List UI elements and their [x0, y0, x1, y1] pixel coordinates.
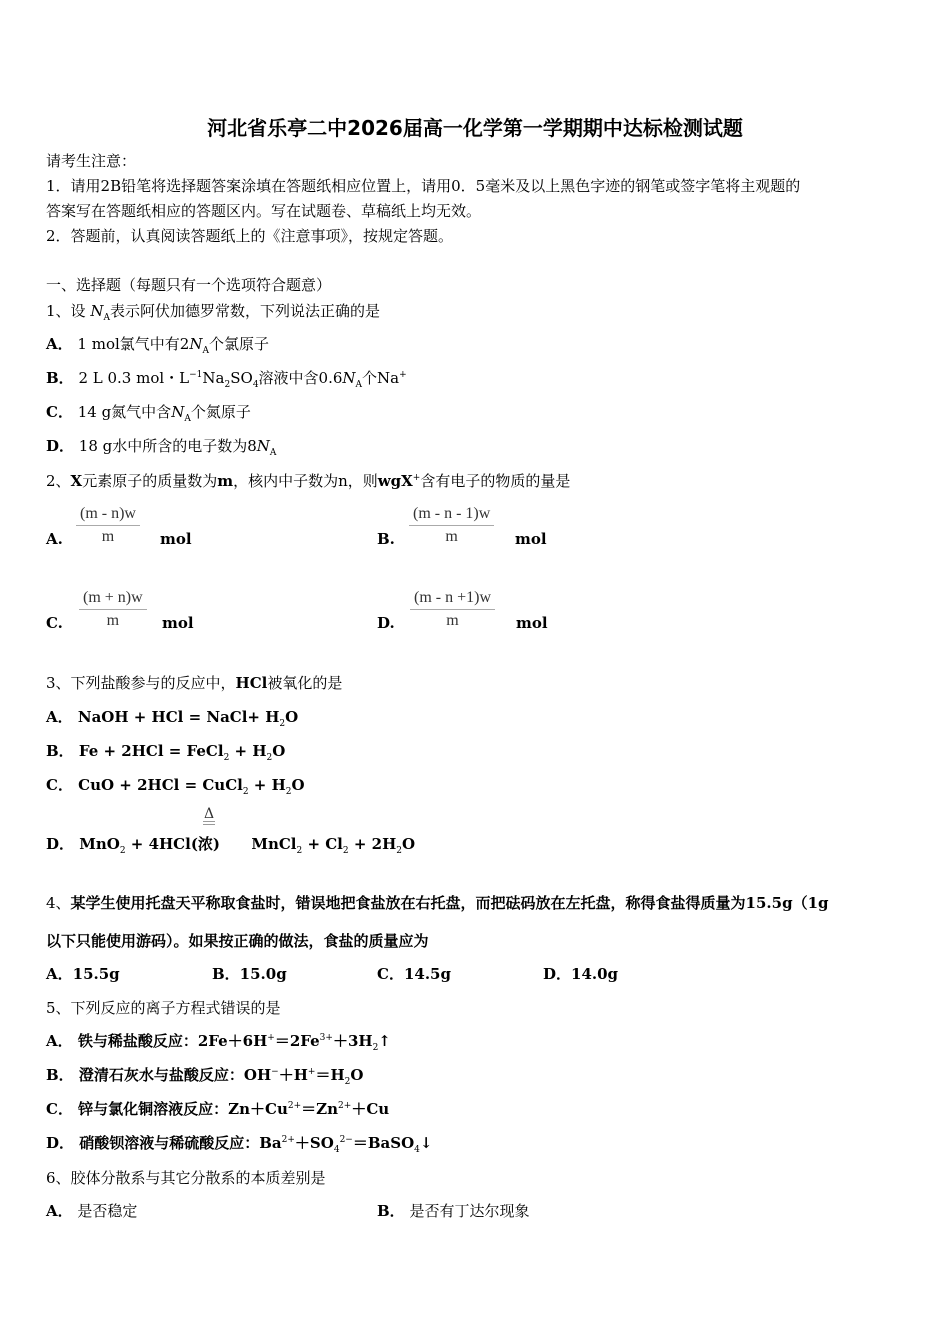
text-segment: 2 — [372, 1043, 379, 1053]
text-segment: ＝H — [315, 1066, 345, 1084]
text-segment: ＋3H — [332, 1032, 373, 1050]
text-segment: 某学生使用托盘天平称取食盐时，错误地把食盐放在右托盘，而把砝码放在左托盘，称得食盐得质量为15.5g（1g — [70, 894, 829, 912]
text-segment: 2 — [279, 719, 286, 729]
text-segment: B． — [46, 1066, 74, 1084]
option: B．15.0g — [212, 965, 287, 983]
denominator: m — [446, 612, 459, 629]
text-segment: 个Na — [362, 369, 400, 387]
notice-line: 2．答题前，认真阅读答题纸上的《注意事项》，按规定答题。 — [46, 227, 454, 245]
option — [46, 1201, 137, 1221]
numerator: (m + n)w — [79, 589, 147, 610]
text-segment: 表示阿伏加德罗常数，下列说法正确的是 — [109, 302, 380, 320]
notice-line: 1．请用2B铅笔将选择题答案涂填在答题纸相应位置上，请用0．5毫米及以上黑色字迹的钢笔或签字笔将主观题的 — [46, 177, 801, 195]
text-segment: 18 g水中所含的电子数为8 — [74, 437, 257, 455]
text-segment: + — [267, 1033, 275, 1043]
heat-symbol — [203, 808, 215, 825]
text-segment: SO — [230, 369, 253, 387]
option: D．14.0g — [543, 965, 619, 983]
question-stem — [46, 931, 429, 951]
text-segment: 2 — [119, 846, 126, 856]
option-label: D. — [377, 614, 395, 632]
text-segment: 2 — [396, 846, 402, 856]
numerator: (m - n)w — [76, 505, 140, 526]
text-segment: + — [399, 370, 407, 380]
text-segment: 2 — [242, 787, 249, 797]
text-segment: N — [90, 302, 104, 320]
text-segment: 硝酸钡溶液与稀硫酸反应：Ba — [74, 1134, 282, 1152]
text-segment: 以下只能使用游码）。如果按正确的做法，食盐的质量应为 — [46, 932, 429, 950]
text-segment: 个氯原子 — [208, 335, 269, 353]
text-segment: O — [272, 742, 286, 760]
unit: mol — [515, 530, 547, 548]
text-segment: + H — [229, 742, 267, 760]
numerator: (m - n +1)w — [410, 589, 495, 610]
fraction — [409, 505, 494, 546]
unit: mol — [162, 614, 194, 632]
text-segment: A — [184, 414, 191, 424]
text-segment: 2 — [344, 1077, 351, 1087]
text-segment: 2 — [223, 753, 230, 763]
text-segment: + 4HCl(浓) MnCl — [125, 835, 297, 853]
text-segment: C． — [46, 776, 73, 794]
text-segment: 2 — [296, 846, 303, 856]
text-segment: 4 — [333, 1145, 340, 1155]
text-segment: 含有电子的物质的量是 — [420, 472, 571, 490]
denominator: m — [445, 528, 458, 545]
text-segment: + H — [248, 776, 286, 794]
text-segment: O — [401, 835, 416, 853]
text-segment: 5、下列反应的离子方程式错误的是 — [46, 999, 281, 1017]
text-segment: N — [256, 437, 270, 455]
text-segment: B． — [46, 369, 74, 387]
text-segment: 3、下列盐酸参与的反应中， — [46, 674, 236, 692]
question-stem — [46, 673, 342, 693]
text-segment: 2− — [339, 1135, 353, 1145]
option-label: A. — [46, 530, 63, 548]
denominator: m — [101, 528, 115, 545]
option — [46, 402, 251, 422]
question-stem — [46, 998, 281, 1018]
text-segment: ＝BaSO — [352, 1134, 415, 1152]
text-segment: 被氧化的是 — [267, 674, 343, 692]
page-title: 河北省乐亭二中2026届高一化学第一学期期中达标检测试题 — [207, 116, 743, 140]
text-segment: −1 — [189, 370, 203, 380]
fraction — [76, 505, 140, 546]
text-segment: + — [307, 1067, 316, 1077]
option — [46, 1133, 432, 1153]
option-label: B. — [377, 530, 395, 548]
section-heading: 一、选择题（每题只有一个选项符合题意） — [46, 276, 332, 294]
text-segment: 澄清石灰水与盐酸反应：OH — [73, 1066, 272, 1084]
text-segment: MnO — [74, 835, 120, 853]
text-segment: 1、设 — [46, 302, 91, 320]
text-segment: ↓ — [419, 1134, 433, 1152]
text-segment: 2+ — [281, 1135, 295, 1145]
text-segment: D． — [46, 437, 75, 455]
option — [46, 707, 298, 727]
text-segment: N — [171, 403, 185, 421]
text-segment: A — [355, 380, 363, 390]
question-stem — [46, 301, 380, 321]
text-segment: 是否有丁达尔现象 — [404, 1202, 530, 1220]
text-segment: + — [412, 473, 421, 483]
text-segment: 2 — [342, 846, 349, 856]
text-segment: X — [70, 472, 83, 490]
text-segment: 2+ — [287, 1101, 302, 1111]
question-stem — [46, 1168, 326, 1188]
denominator: m — [106, 612, 120, 629]
text-segment: A — [202, 346, 209, 356]
option — [46, 1099, 389, 1119]
text-segment: 是否稳定 — [72, 1202, 138, 1220]
option — [46, 436, 276, 456]
question-stem — [46, 893, 829, 913]
notice-line: 答案写在答题纸相应的答题区内。写在试题卷、草稿纸上均无效。 — [46, 202, 482, 220]
text-segment: ↑ — [378, 1032, 391, 1050]
text-segment: ＝Zn — [301, 1100, 339, 1118]
numerator: (m - n - 1)w — [409, 505, 494, 526]
text-segment: 铁与稀盐酸反应：2Fe＋6H — [72, 1032, 268, 1050]
text-segment: A． — [46, 335, 73, 353]
text-segment: O — [291, 776, 305, 794]
unit: mol — [516, 614, 548, 632]
option-label: C. — [46, 614, 63, 632]
text-segment: 2 — [266, 753, 273, 763]
notice-heading: 请考生注意： — [46, 152, 137, 170]
option — [46, 1065, 363, 1085]
option: C．14.5g — [377, 965, 451, 983]
option: A．15.5g — [46, 965, 120, 983]
option — [46, 1031, 391, 1051]
text-segment: 2 — [224, 380, 231, 390]
text-segment: 4 — [252, 380, 259, 390]
text-segment: + 2H — [348, 835, 397, 853]
text-segment: 1 mol氯气中有2 — [72, 335, 190, 353]
text-segment: HCl — [235, 674, 268, 692]
text-segment: Na — [202, 369, 225, 387]
text-segment: m — [217, 472, 234, 490]
text-segment: 2、 — [46, 472, 71, 490]
text-segment: 14 g氮气中含 — [72, 403, 172, 421]
text-segment: 溶液中含0.6 — [258, 369, 343, 387]
text-segment: A． — [46, 1032, 73, 1050]
text-segment: ＋H — [278, 1066, 308, 1084]
text-segment: O — [350, 1066, 364, 1084]
text-segment: D． — [46, 835, 75, 853]
text-segment: A． — [46, 1202, 73, 1220]
text-segment: 2 — [285, 787, 292, 797]
text-segment: 3+ — [319, 1033, 333, 1043]
delta-sign: Δ — [203, 806, 215, 822]
text-segment: 个氮原子 — [190, 403, 251, 421]
text-segment: A — [103, 313, 110, 323]
text-segment: D． — [46, 1134, 75, 1152]
question-stem — [46, 471, 570, 491]
option — [46, 741, 285, 761]
text-segment: N — [342, 369, 356, 387]
option — [46, 775, 305, 795]
option — [46, 368, 407, 388]
text-segment: 锌与氯化铜溶液反应：Zn＋Cu — [72, 1100, 288, 1118]
text-segment: Fe + 2HCl = FeCl — [73, 742, 224, 760]
unit: mol — [160, 530, 192, 548]
text-segment: 4、 — [46, 894, 71, 912]
option — [377, 1201, 529, 1221]
text-segment: A． — [46, 708, 73, 726]
text-segment: 2+ — [338, 1101, 352, 1111]
text-segment: 4 — [414, 1145, 420, 1155]
text-segment: B． — [377, 1202, 405, 1220]
text-segment: 2 L 0.3 mol・L — [73, 369, 190, 387]
text-segment: N — [189, 335, 203, 353]
text-segment: ＋SO — [294, 1134, 334, 1152]
text-segment: B． — [46, 742, 74, 760]
text-segment: + Cl — [302, 835, 343, 853]
text-segment: O — [285, 708, 299, 726]
fraction — [79, 589, 147, 630]
option — [46, 834, 415, 854]
text-segment: ＋Cu — [351, 1100, 390, 1118]
text-segment: ＝2Fe — [274, 1032, 320, 1050]
text-segment: 6、胶体分散系与其它分散系的本质差别是 — [46, 1169, 326, 1187]
text-segment: 元素原子的质量数为 — [82, 472, 218, 490]
text-segment: A — [269, 448, 277, 458]
fraction — [410, 589, 495, 630]
text-segment: ，核内中子数为n，则 — [233, 472, 378, 490]
text-segment: C． — [46, 1100, 73, 1118]
text-segment: NaOH + HCl = NaCl+ H — [72, 708, 280, 726]
text-segment: wgX — [377, 472, 413, 490]
text-segment: C． — [46, 403, 73, 421]
option — [46, 334, 269, 354]
text-segment: − — [271, 1067, 279, 1077]
text-segment: CuO + 2HCl = CuCl — [72, 776, 243, 794]
